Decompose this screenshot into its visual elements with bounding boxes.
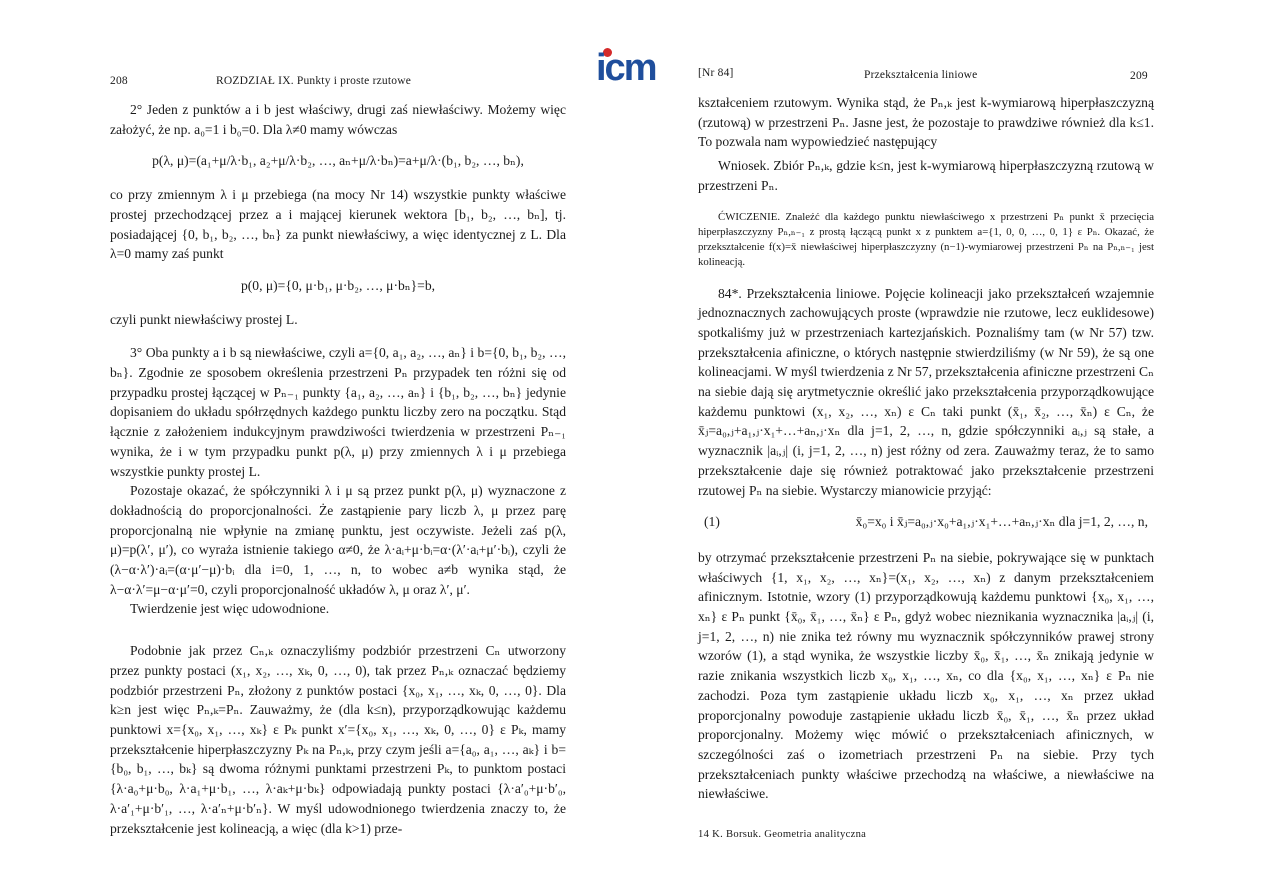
left-page (0, 0, 620, 894)
formula-numbered (698, 512, 1154, 532)
paragraph: czyli punkt niewłaściwy prostej L. (110, 311, 298, 327)
page-footer: 14 K. Borsuk. Geometria analityczna (698, 829, 867, 840)
paragraph: 3° Oba punkty a i b są niewłaściwe, czyli a={0, a₁, a₂, …, aₙ} i b={0, b₁, b₂, …, bₙ}. Zgodnie ze sposobem określenia przestrzeni Pₙ przypadek ten różni się od przypadku prostej łączącej w Pₙ₋₁ punkty {a₁, a₂, …, aₙ} i {b₁, b₂, …, bₙ} jedynie dopisaniem do układu spółrzędnych każdego punktu liczby zero na początku. Stąd łącznie z założeniem indukcyjnym prawdziwości twierdzenia w przestrzeni Pₙ₋₁ wynika, że i w tym przypadku punkt p(λ, μ) przy zmiennych λ i μ przebiega wszystkie punkty prostej L. (110, 345, 566, 479)
formula: p(0, μ)={0, μ·b₁, μ·b₂, …, μ·bₙ}=b, (240, 277, 436, 293)
paragraph: kształceniem rzutowym. Wynika stąd, że Pₙ,ₖ jest k-wymiarową hiperpłaszczyzną (rzutową) w przestrzeni Pₙ. Jasne jest, że pozostaje to prawdziwe również dla k≤1. To pozwala nam wypowiedzieć następujący (698, 95, 1154, 150)
exercise: ĆWICZENIE. Znaleźć dla każdego punktu niewłaściwego x przestrzeni Pₙ punkt x̄ przecięcia hiperpłaszczyzny Pₙ,ₙ₋₁ z prostą łączącą punkt x z punktem a={1, 0, 0, …, 0, 1} ε Pₙ. Okazać, że przekształcenie f(x)=x̄ niewłaściwej hiperpłaszczyzny (n−1)-wymiarowej przestrzeni Pₙ na Pₙ,ₙ₋₁ jest kolineacją. (698, 210, 1154, 268)
left-running-head: ROZDZIAŁ IX. Punkty i proste rzutowe (216, 75, 412, 87)
paragraph: Twierdzenie jest więc udowodnione. (130, 601, 330, 617)
paragraph: by otrzymać przekształcenie przestrzeni Pₙ na siebie, pokrywające się w punktach właściwych {1, x₁, x₂, …, xₙ}=(x₁, x₂, …, xₙ) z danym przekształceniem afinicznym. Istotnie, wzory (1) przyporządkowują każdemu punktowi {x₀, x₁, …, xₙ} ε Pₙ punkt {x̄₀, x̄₁, …, x̄ₙ} ε Pₙ, gdyż wobec nieznikania wyznacznika |aᵢ,ⱼ| (i, j=1, 2, …, n) nie znika też równy mu wyznacznik spółczynników prawej strony wzorów (1), a stąd wynika, że wszystkie liczby x̄₀, x̄₁, …, x̄ₙ znikają jedynie w razie znikania wszystkich liczb x₀, x₁, …, xₙ, co dla {x₀, x₁, …, xₙ} ε Pₙ nie zachodzi. Poza tym zastąpienie układu liczb x₀, x₁, …, xₙ przez układ proporcjonalny powoduje zastąpienie układu liczb x̄₀, x̄₁, …, x̄ₙ przez układ proporcjonalny. Możemy więc mówić o przekształceniach afinicznych, w szczególności zaś o izometriach przestrzeni Pₙ na siebie. Przy tych przekształceniach punkty właściwe przechodzą na właściwe, a niewłaściwe na niewłaściwe. (698, 549, 1154, 802)
corollary: Wniosek. Zbiór Pₙ,ₖ, gdzie k≤n, jest k-wymiarową hiperpłaszczyzną rzutową w przestrzeni Pₙ. (698, 158, 1154, 193)
section-paragraph: 84*. Przekształcenia liniowe. Pojęcie kolineacji jako przekształceń wzajemnie jednoznacznych zachowujących proste (wprawdzie nie rzutowe, lecz euklidesowe) spotkaliśmy już w przestrzeniach kartezjańskich. Poznaliśmy tam (w Nr 57) tzw. przekształcenia afiniczne, o których następnie stwierdziliśmy (w Nr 59), że są one kolineacjami. W myśl twierdzenia z Nr 57, przekształcenia afiniczne przestrzeni Cₙ na siebie dają się arytmetycznie określić jako przekształcenia przyporządkowujące każdemu punktowi (x₁, x₂, …, xₙ) ε Cₙ taki punkt (x̄₁, x̄₂, …, x̄ₙ) ε Cₙ, że x̄ⱼ=a₀,ⱼ+a₁,ⱼ·x₁+…+aₙ,ⱼ·xₙ dla j=1, 2, …, n, gdzie spółczynniki aᵢ,ⱼ są stałe, a wyznacznik |aᵢ,ⱼ| (i, j=1, 2, …, n) jest różny od zera. Zauważmy teraz, że to samo przekształcenie daje się również potraktować jako przekształcenie przestrzeni rzutowej Pₙ na siebie. Wystarczy mianowicie przyjąć: (698, 285, 1154, 498)
paragraph: 2° Jeden z punktów a i b jest właściwy, drugi zaś niewłaściwy. Możemy więc założyć, że np. a₀=1 i b₀=0. Dla λ≠0 mamy wówczas (110, 102, 566, 137)
logo-text: icm (596, 47, 656, 89)
right-body (698, 93, 1154, 804)
formula: p(λ, μ)=(a₁+μ/λ·b₁, a₂+μ/λ·b₂, …, aₙ+μ/λ·bₙ)=a+μ/λ·(b₁, b₂, …, bₙ), (152, 153, 524, 169)
paragraph: Pozostaje okazać, że spółczynniki λ i μ są przez punkt p(λ, μ) wyznaczone z dokładnością do proporcjonalności. Że zastąpienie pary liczb λ, μ przez parę proporcjonalną nie wpłynie na zmianę punktu, jest oczywiste. Jeżeli zaś p(λ, μ)=p(λ′, μ′), co wyraża istnienie takiego α≠0, że λ·aᵢ+μ·bᵢ=α·(λ′·aᵢ+μ′·bᵢ), czyli że (λ−α·λ′)·aᵢ=(α·μ′−μ)·bᵢ dla i=0, 1, …, n, to wobec a≠b wynika stąd, że λ−α·λ′=μ−α·μ′=0, czyli proporcjonalność układów λ, μ oraz λ′, μ′. (110, 483, 566, 597)
paragraph: Podobnie jak przez Cₙ,ₖ oznaczyliśmy podzbiór przestrzeni Cₙ utworzony przez punkty postaci (x₁, x₂, …, xₖ, 0, …, 0), tak przez Pₙ,ₖ oznaczać będziemy podzbiór przestrzeni Pₙ, złożony z punktów postaci {x₀, x₁, …, xₖ, 0, …, 0}. Dla k≥n jest więc Pₙ,ₖ=Pₙ. Zauważmy, że (dla k≤n), przyporządkowując każdemu punktowi x={x₀, x₁, …, xₖ} ε Pₖ punkt x′={x₀, x₁, …, xₖ, 0, …, 0} ε Pₖ, mamy przekształcenie hiperpłaszczyzny Pₖ na Pₙ,ₖ, przy czym jeśli a={a₀, a₁, …, aₖ} i b={b₀, b₁, …, bₖ} są dwoma różnymi punktami przestrzeni Pₖ, to punktom postaci {λ·a₀+μ·b₀, λ·a₁+μ·b₁, …, λ·aₖ+μ·bₖ} odpowiadają punkty postaci {λ·a′₀+μ·b′₀, λ·a′₁+μ·b′₁, …, λ·a′ₙ+μ·b′ₙ}. W myśl udowodnionego twierdzenia znaczy to, że przekształcenie jest kolineacją, a więc (dla k>1) prze- (110, 643, 566, 836)
formula-body: x̄₀=x₀ i x̄ⱼ=a₀,ⱼ·x₀+a₁,ⱼ·x₁+…+aₙ,ⱼ·xₙ dla j=1, 2, …, n, (855, 514, 1148, 530)
right-page-number: 209 (1130, 70, 1148, 82)
right-page (642, 0, 1263, 894)
paragraph: co przy zmiennym λ i μ przebiega (na mocy Nr 14) wszystkie punkty właściwe prostej przechodzącej przez a i mającej kierunek wektora [b₁, b₂, …, bₙ], tj. posiadającej {0, b₁, b₂, …, bₙ} za punkt niewłaściwy, a więc identycznej z L. Dla λ=0 mamy zaś punkt (110, 187, 566, 262)
section-ref: [Nr 84] (698, 67, 734, 79)
left-body (110, 100, 566, 838)
right-running-head: Przekształcenia liniowe (864, 69, 978, 81)
left-page-number: 208 (110, 75, 128, 87)
formula-label: (1) (704, 514, 720, 530)
